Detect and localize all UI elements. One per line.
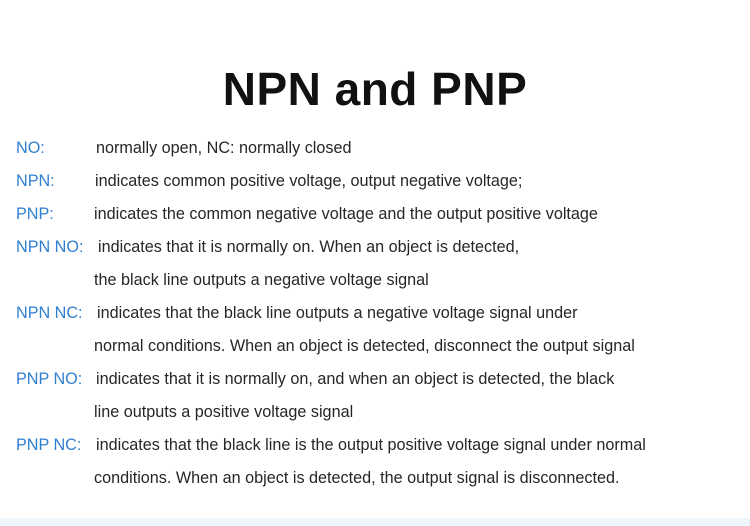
definition-term: PNP: (16, 205, 54, 223)
definition-term: PNP NO: (16, 370, 83, 388)
definition-text: indicates that it is normally on. When an object is detected, (98, 238, 520, 256)
definition-term: NO: (16, 139, 45, 157)
definition-text: conditions. When an object is detected, the output signal is disconnected. (94, 469, 620, 487)
definition-text: indicates that the black line is the output positive voltage signal under normal (96, 436, 646, 454)
definition-term: NPN NC: (16, 304, 83, 322)
definition-text: indicates common positive voltage, output negative voltage; (95, 172, 523, 190)
definition-term: NPN: (16, 172, 55, 190)
definition-text: indicates the common negative voltage and the output positive voltage (94, 205, 598, 223)
definition-text: the black line outputs a negative voltage signal (94, 271, 429, 289)
page-title: NPN and PNP (222, 62, 528, 115)
definition-term: NPN NO: (16, 238, 84, 256)
definition-text: indicates that the black line outputs a negative voltage signal under (97, 304, 578, 322)
definition-term: PNP NC: (16, 436, 82, 454)
definition-text: normal conditions. When an object is detected, disconnect the output signal (94, 337, 635, 355)
definition-text: indicates that it is normally on, and when an object is detected, the black (96, 370, 615, 388)
definition-text: line outputs a positive voltage signal (94, 403, 354, 421)
bottom-divider (0, 518, 750, 526)
definition-text: normally open, NC: normally closed (96, 139, 352, 157)
